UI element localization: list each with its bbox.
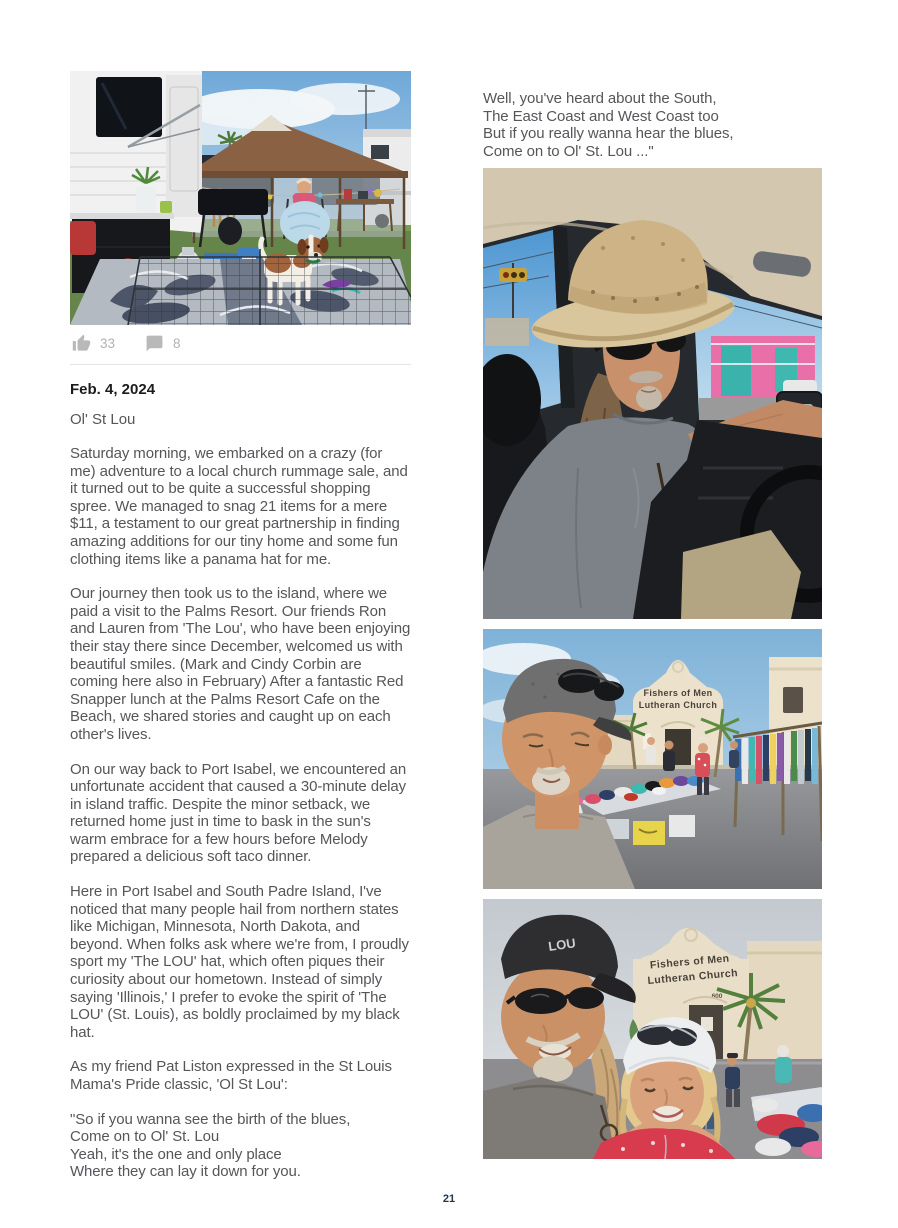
post-paragraph: Here in Port Isabel and South Padre Island, I've noticed that many people hail from northern states like Michigan, Minnesota, North Dakota, and beyond. When folks ask where we're from, I proudly sport my 'The LOU' hat, which often piques their curiosity about our hometown. Instead of simply saying 'Illinois,' I prefer to evoke the spirit of 'The LOU' (St. Louis), as boldly proclaimed by my black hat. (70, 883, 409, 1041)
campsite-scene (70, 71, 411, 325)
lyric-line: Come on to Ol' St. Lou (70, 1128, 220, 1146)
photo-couple-selfie (483, 899, 822, 1159)
comment-icon[interactable] (145, 334, 164, 353)
lyric-line: Come on to Ol' St. Lou ..." (483, 142, 654, 160)
post-paragraph: Saturday morning, we embarked on a crazy (for me) adventure to a local church rummage sale, and it turned out to be quite a successful shopping spree. We managed to snag 21 items for a mere $11, a testament to our great partnership in finding amazing additions for our tiny home and some fun clothing items like a panama hat for me. (70, 445, 408, 568)
cap-text: LOU (547, 935, 577, 955)
rummage-sale-scene (483, 629, 822, 889)
comment-count: 8 (173, 336, 181, 351)
photo-rummage-sale (483, 629, 822, 889)
lyric-line: But if you really wanna hear the blues, (483, 125, 734, 143)
lyric-line: Yeah, it's the one and only place (70, 1145, 282, 1163)
post-paragraph: Our journey then took us to the island, where we paid a visit to the Palms Resort. Our friends Ron and Lauren from 'The Lou', who have been enjoying their stay there since December, welcomed us with beautiful smiles. (Mark and Cindy Corbin are coming here also in February) After a fantastic Red Snapper lunch at the Palms Resort Cafe on the Beach, we shared stories and caught up on each other's lives. (70, 585, 411, 743)
engagement-bar (70, 325, 411, 365)
post-paragraph: As my friend Pat Liston expressed in the St Louis Mama's Pride classic, 'Ol St Lou': (70, 1058, 392, 1093)
church-address: 600 (711, 993, 723, 1001)
post-subtitle: Ol' St Lou (70, 411, 136, 428)
lyric-line: Well, you've heard about the South, (483, 90, 717, 107)
like-button[interactable] (72, 334, 115, 353)
lyrics-block-right (483, 90, 822, 160)
left-column (70, 71, 411, 1181)
post-paragraph: On our way back to Port Isabel, we encountered an unfortunate accident that caused a 30-minute delay in island traffic. Despite the minor setback, we returned home just in time to bask in the sun's warm embrace for a few hours before Melody prepared a delicious soft taco dinner. (70, 760, 407, 866)
church-sign-line1: Fishers of Men (643, 688, 713, 699)
page-number: 21 (442, 1193, 456, 1205)
church-sign-line2: Lutheran Church (647, 967, 739, 988)
lyric-line: The East Coast and West Coast too (483, 107, 719, 125)
thumbs-up-icon[interactable] (72, 334, 91, 353)
church-sign-line2: Lutheran Church (638, 700, 718, 711)
comments-button[interactable] (145, 334, 181, 353)
post-date: Feb. 4, 2024 (70, 381, 156, 398)
couple-selfie-scene (483, 899, 822, 1159)
like-count: 33 (100, 336, 116, 351)
lyric-line: "So if you wanna see the birth of the blues, (70, 1110, 351, 1128)
right-column (483, 90, 822, 1159)
wire-pen (128, 249, 411, 325)
lyrics-block-left (70, 1111, 411, 1181)
photo-campsite (70, 71, 411, 325)
photo-man-in-car (483, 168, 822, 619)
lyric-line: Where they can lay it down for you. (70, 1163, 301, 1181)
church-sign-line1: Fishers of Men (649, 952, 730, 972)
car-selfie-scene (483, 168, 822, 619)
